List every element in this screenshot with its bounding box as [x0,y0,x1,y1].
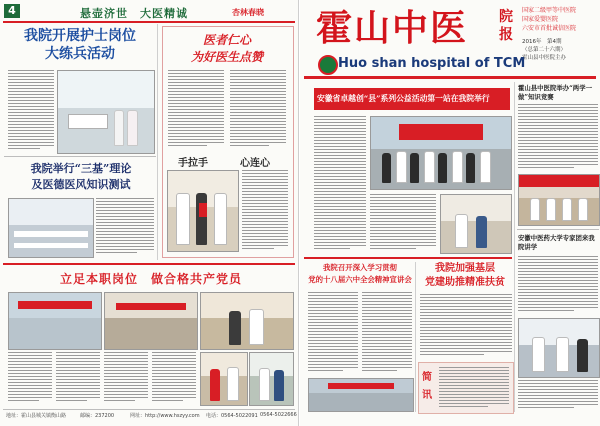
article3-photo-exam-hall [8,198,94,258]
article2-caption-right: 心连心 [240,158,270,169]
story-party-headline-line2: 党建助推精准扶贫 [425,277,505,288]
masthead-title: 霍山中医 [316,7,469,49]
right-column-divider [514,82,515,412]
banner-top-rule [3,263,295,265]
right-lower-headline: 安徽中医药大学专家团来我院讲学 [518,234,595,251]
lead-story-text-b [370,194,436,252]
brief-news-box [418,362,514,414]
story-study-text-b [362,292,412,374]
header-section: 杏林春晓 [232,7,264,17]
article1-headline [10,27,150,63]
lead-story-photo-clinic [440,194,512,254]
masthead-side-char1: 院 [499,9,513,25]
banner-body-text-4 [152,352,196,404]
article2-headline-line2: 为好医生点赞 [190,50,263,64]
right-column-text-a [518,104,598,170]
right-lower-photo-lecture [518,318,600,378]
story-party-text [420,294,512,358]
article1-headline-line1: 我院开展护士岗位 [24,28,136,44]
footer-postcode: 邮编：237200 [80,413,115,419]
page-number-box [4,4,20,18]
header-rule [3,21,295,23]
right-column-rule [517,229,599,230]
right-page [300,0,600,426]
story-study-text-a [308,292,358,374]
issue-year: 2016年 第4期 [522,39,562,45]
right-column-headline: 霍山县中医院举办“两学一做”知识竞赛 [518,84,592,101]
affiliation-3: 六安市首批诚信医院 [522,25,577,32]
masthead-side-char2: 报 [499,27,513,43]
article2-photo-doctors [167,170,239,252]
right-lower-text-b [518,380,598,412]
issue-publisher: 霍山县中医院主办 [522,55,567,61]
footer-phone2: 0564-5022666 [260,412,297,418]
article2-headline [168,32,286,66]
banner-photo-donation [200,352,248,406]
lower-section-rule [304,257,512,259]
article2-body-text-b [230,70,286,148]
article3-body-text [96,198,154,256]
article3-headline-line1: 我院举行“三基”理论 [30,162,132,175]
story-party-headline-line1: 我院加强基层 [435,263,495,274]
footer-phone1: 电话：0564-5022091 [206,413,258,419]
lead-story-banner [314,88,510,110]
article3-headline-line2: 及医德医风知识测试 [31,178,131,191]
english-name: Huo shan hospital of TCM [338,56,526,71]
masthead-side-mark [496,8,516,44]
banner-photo-meeting-2 [104,292,198,350]
banner-photo-volunteers [249,352,294,406]
story-study-photo [308,378,414,412]
left-column-divider [157,24,158,260]
right-column-photo-contest [518,174,600,226]
left-page [0,0,299,426]
article1-body-text [8,70,54,152]
story-party-headline [418,262,512,290]
hospital-logo [318,55,338,75]
lead-story-photo-event [370,116,512,190]
footer-website: 网址：http://www.hszyy.com [130,413,200,419]
issue-total: （总第二十六期） [522,47,567,53]
affiliations [522,6,598,33]
issue-info [522,38,598,62]
article3-top-rule [4,156,156,157]
article2-headline-line1: 医者仁心 [202,33,251,47]
article2-body-text-a [168,70,224,148]
story-study-headline [308,262,412,286]
article2-body-text-c [242,170,288,250]
article3-headline [8,161,154,193]
footer-address: 地址：霍山县城关镇衡山路 [6,413,67,419]
lower-middle-divider [415,262,416,412]
article1-photo-ward [57,70,155,154]
affiliation-1: 国家二级甲等中医院 [522,7,577,14]
right-lower-text [518,256,598,314]
masthead-rule [304,76,596,79]
brief-news-text [439,367,509,409]
lead-story-text-a [314,116,366,252]
story-study-headline-line2: 党的十八届六中全会精神宣讲会 [308,275,412,284]
banner-photo-handshake [200,292,294,350]
banner-headline: 立足本职岗位 做合格共产党员 [59,272,242,286]
page-number: 4 [8,4,16,17]
article2-caption-left: 手拉手 [178,158,208,169]
banner-body-text-2 [56,352,100,404]
footer-rule [3,409,295,410]
banner-body-text-3 [104,352,148,404]
story-study-headline-line1: 我院召开深入学习贯彻 [323,263,397,272]
article1-headline-line2: 大练兵活动 [45,46,115,62]
banner-photo-meeting-1 [8,292,102,350]
brief-news-label: 简讯 [422,372,432,401]
lead-story-headline: 安徽省卓越创“县”系列公益活动第一站在我院举行 [317,94,490,103]
affiliation-2: 国家爱婴医院 [522,16,559,23]
banner-body-text-1 [8,352,52,404]
header-motto: 悬壶济世 大医精诚 [80,7,188,20]
